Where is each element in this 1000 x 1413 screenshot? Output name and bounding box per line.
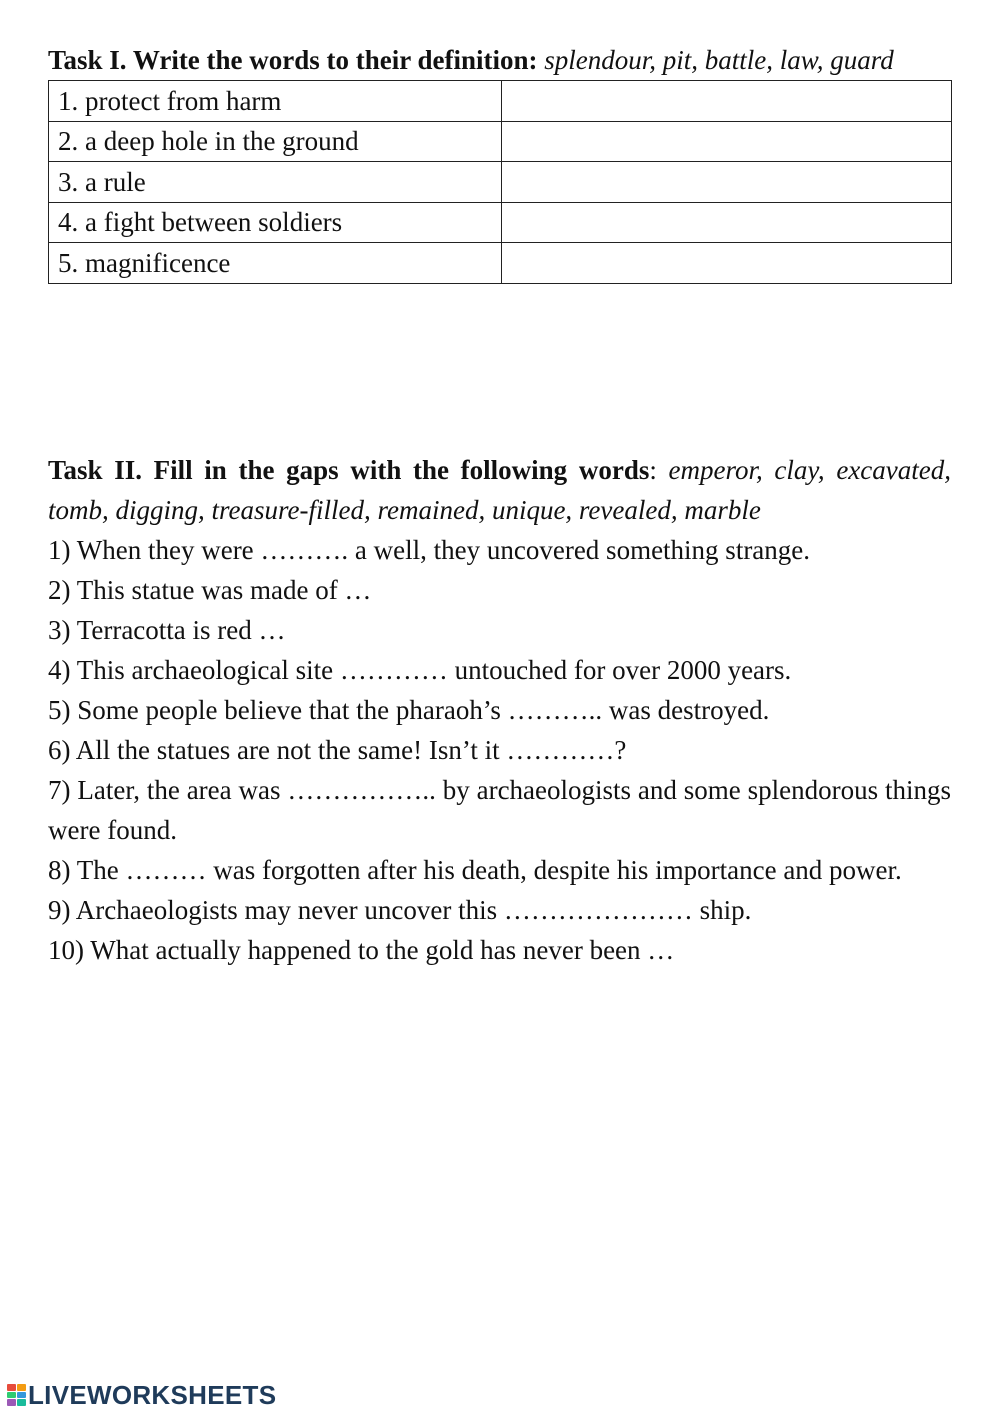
- table-row: [49, 243, 952, 284]
- task1-heading: [48, 40, 951, 80]
- table-row: [49, 202, 952, 243]
- logo-tile: [17, 1384, 26, 1391]
- list-item: 10) What actually happened to the gold has never been …: [48, 935, 675, 965]
- answer-input[interactable]: [502, 203, 951, 242]
- task2-section: [48, 450, 951, 970]
- answer-input[interactable]: [502, 122, 951, 161]
- list-item: 8) The ……… was forgotten after his death, despite his importance and power.: [48, 855, 902, 885]
- liveworksheets-footer: [7, 1380, 276, 1410]
- logo-tile: [7, 1392, 16, 1399]
- list-item: 9) Archaeologists may never uncover this ………………… ship.: [48, 895, 752, 925]
- table-row: [49, 81, 952, 122]
- definition-cell: 4. a fight between soldiers: [49, 202, 502, 243]
- logo-tile: [7, 1384, 16, 1391]
- list-item: 5) Some people believe that the pharaoh’s ……….. was destroyed.: [48, 695, 770, 725]
- answer-cell[interactable]: [502, 81, 952, 122]
- gap-fill-list: [48, 530, 951, 970]
- definition-cell: 1. protect from harm: [49, 81, 502, 122]
- table-row: [49, 162, 952, 203]
- logo-tile: [7, 1399, 16, 1406]
- answer-input[interactable]: [502, 81, 951, 120]
- liveworksheets-logo-icon: [7, 1384, 26, 1406]
- table-row: [49, 121, 952, 162]
- task1-word-bank: splendour, pit, battle, law, guard: [544, 45, 894, 75]
- answer-input[interactable]: [502, 243, 951, 282]
- list-item: 1) When they were ………. a well, they uncovered something strange.: [48, 535, 811, 565]
- list-item: 7) Later, the area was …………….. by archaeologists and some splendorous things were found.: [48, 775, 951, 845]
- logo-tile: [17, 1392, 26, 1399]
- answer-cell[interactable]: [502, 243, 952, 284]
- definition-cell: 2. a deep hole in the ground: [49, 121, 502, 162]
- task2-word-bank: emperor, clay, excavated, tomb, digging, treasure-filled, remained, unique, revealed, marble: [48, 455, 951, 525]
- list-item: 6) All the statues are not the same! Isn’t it …………?: [48, 735, 627, 765]
- answer-cell[interactable]: [502, 121, 952, 162]
- list-item: 2) This statue was made of …: [48, 575, 372, 605]
- answer-input[interactable]: [502, 162, 951, 201]
- list-item: 3) Terracotta is red …: [48, 615, 286, 645]
- task2-colon: :: [649, 455, 657, 485]
- definition-cell: 5. magnificence: [49, 243, 502, 284]
- task2-heading: [48, 450, 951, 530]
- logo-tile: [17, 1399, 26, 1406]
- task2-title: Task II. Fill in the gaps with the following words: [48, 455, 650, 485]
- answer-cell[interactable]: [502, 202, 952, 243]
- definitions-table: [48, 80, 952, 284]
- list-item: 4) This archaeological site ………… untouched for over 2000 years.: [48, 655, 792, 685]
- task1-section: [48, 40, 951, 284]
- answer-cell[interactable]: [502, 162, 952, 203]
- task1-title: Task I. Write the words to their definition:: [48, 45, 538, 75]
- definition-cell: 3. a rule: [49, 162, 502, 203]
- brand-name: LIVEWORKSHEETS: [28, 1379, 277, 1410]
